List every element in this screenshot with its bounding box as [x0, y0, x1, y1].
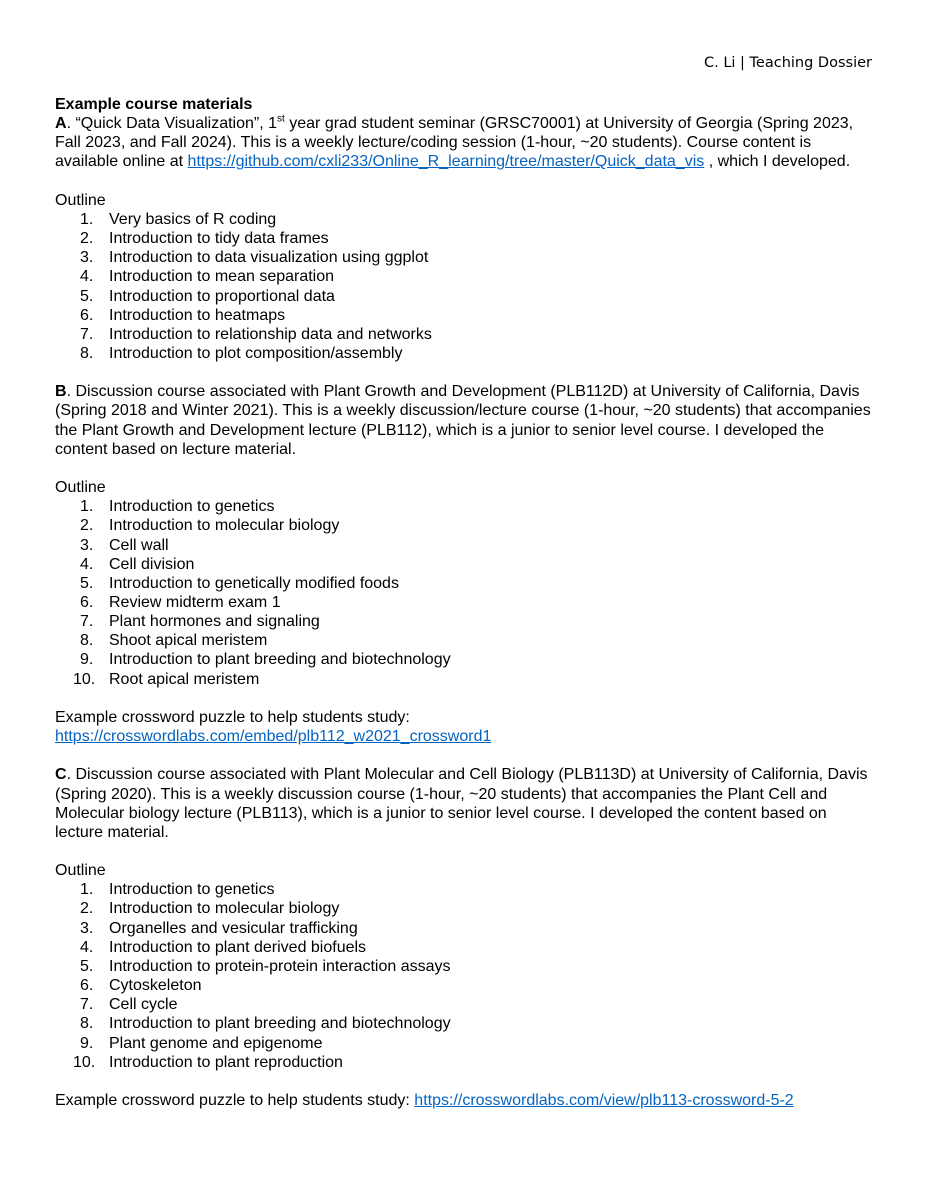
item-number: 10. — [73, 1053, 96, 1071]
page-header: C. Li | Teaching Dossier — [703, 55, 872, 71]
item-text: Very basics of R coding — [109, 210, 277, 228]
item-number: 6. — [80, 594, 94, 612]
outline-item — [55, 536, 877, 555]
crossword-c — [55, 1091, 877, 1110]
outline-item — [55, 650, 877, 669]
item-text: Introduction to relationship data and networks — [109, 325, 432, 343]
outline-item — [55, 976, 877, 995]
item-number: 5. — [80, 287, 94, 305]
outline-item — [55, 880, 877, 899]
crossword-link[interactable]: https://crosswordlabs.com/embed/plb112_w2021_crossword1 — [55, 728, 492, 746]
crossword-link[interactable]: https://crosswordlabs.com/view/plb113-crossword-5-2 — [414, 1092, 794, 1110]
item-number: 7. — [80, 613, 94, 631]
item-number: 4. — [80, 268, 94, 286]
crossword-b — [55, 708, 877, 746]
outline-item — [55, 631, 877, 650]
item-number: 5. — [80, 574, 94, 592]
item-number: 7. — [80, 325, 94, 343]
item-number: 6. — [80, 306, 94, 324]
item-number: 3. — [80, 919, 94, 937]
outline-item — [55, 995, 877, 1014]
item-text: Introduction to tidy data frames — [109, 230, 329, 248]
item-text: Introduction to molecular biology — [109, 517, 340, 535]
item-number: 4. — [80, 938, 94, 956]
outline-item — [55, 938, 877, 957]
outline-item — [55, 344, 877, 363]
item-number: 10. — [73, 670, 96, 688]
section-title: Example course materials — [55, 96, 253, 113]
text: Example crossword puzzle to help students study: — [55, 1092, 415, 1110]
item-number: 1. — [80, 210, 94, 228]
item-number: 1. — [80, 881, 94, 899]
item-text: Introduction to genetically modified foods — [109, 574, 399, 592]
item-text: Introduction to genetics — [109, 881, 275, 899]
item-text: Introduction to heatmaps — [109, 306, 286, 324]
item-text: Cell division — [109, 555, 195, 573]
item-text: Plant genome and epigenome — [109, 1034, 323, 1052]
outline-item — [55, 919, 877, 938]
item-text: Plant hormones and signaling — [109, 613, 320, 631]
outline-item — [55, 287, 877, 306]
outline-item — [55, 899, 877, 918]
outline-item — [55, 670, 877, 689]
outline-item — [55, 267, 877, 286]
item-number: 9. — [80, 651, 94, 669]
outline-item — [55, 957, 877, 976]
item-text: Introduction to molecular biology — [109, 900, 340, 918]
course-b-description — [55, 382, 877, 459]
outline-list-a — [55, 210, 877, 363]
item-text: Introduction to plant reproduction — [109, 1053, 343, 1071]
outline-label: Outline — [55, 479, 106, 497]
item-number: 7. — [80, 996, 94, 1014]
text: . Discussion course associated with Plant Molecular and Cell Biology (PLB113D) at University of California, Davis (Spring 2020). This is a weekly discussion course (1-hour, ~20 students) that accompanies the Plant Cell and Molecular biology lecture (PLB113), which is a junior to senior level course. I developed the content based on lecture material. — [55, 766, 868, 841]
course-letter: C — [55, 766, 67, 784]
outline-item — [55, 1034, 877, 1053]
item-text: Cell cycle — [109, 996, 178, 1014]
outline-item — [55, 325, 877, 344]
outline-item — [55, 516, 877, 535]
item-text: Shoot apical meristem — [109, 632, 268, 650]
outline-item — [55, 1053, 877, 1072]
outline-list-b — [55, 497, 877, 689]
item-text: Introduction to protein-protein interaction assays — [109, 957, 451, 975]
item-number: 8. — [80, 345, 94, 363]
item-number: 2. — [80, 230, 94, 248]
item-text: Introduction to plot composition/assembly — [109, 345, 403, 363]
outline-item — [55, 229, 877, 248]
item-number: 2. — [80, 900, 94, 918]
item-text: Introduction to plant derived biofuels — [109, 938, 367, 956]
item-text: Organelles and vesicular trafficking — [109, 919, 358, 937]
course-letter: B — [55, 383, 67, 401]
github-link[interactable]: https://github.com/cxli233/Online_R_learning/tree/master/Quick_data_vis — [187, 153, 705, 171]
outline-item — [55, 555, 877, 574]
text: Example crossword puzzle to help students study: — [55, 708, 410, 726]
item-text: Review midterm exam 1 — [109, 594, 281, 612]
item-number: 6. — [80, 977, 94, 995]
item-text: Root apical meristem — [109, 670, 260, 688]
course-c-description — [55, 765, 877, 842]
item-number: 1. — [80, 498, 94, 516]
item-text: Introduction to plant breeding and biotechnology — [109, 1015, 451, 1033]
item-text: Introduction to genetics — [109, 498, 275, 516]
outline-item — [55, 1014, 877, 1033]
course-letter: A — [55, 115, 67, 133]
document-body — [55, 95, 877, 1129]
item-text: Introduction to data visualization using ggplot — [109, 249, 429, 267]
outline-item — [55, 497, 877, 516]
item-number: 2. — [80, 517, 94, 535]
superscript: st — [277, 113, 285, 125]
outline-item — [55, 248, 877, 267]
item-text: Introduction to mean separation — [109, 268, 335, 286]
outline-item — [55, 574, 877, 593]
outline-list-c — [55, 880, 877, 1072]
outline-item — [55, 210, 877, 229]
text: year grad student seminar (GRSC70001) at University of Georgia (Spring 2023, Fall 2023, and Fall 2024). This is a weekly lecture/coding session (1-hour, ~20 students). Course content is available online at — [55, 115, 854, 171]
item-text: Cell wall — [109, 536, 169, 554]
item-text: Introduction to proportional data — [109, 287, 335, 305]
item-number: 4. — [80, 555, 94, 573]
item-text: Cytoskeleton — [109, 977, 202, 995]
text: , which I developed. — [704, 153, 851, 171]
outline-label: Outline — [55, 862, 106, 880]
item-number: 9. — [80, 1034, 94, 1052]
text: . Discussion course associated with Plant Growth and Development (PLB112D) at University of California, Davis (Spring 2018 and Winter 2021). This is a weekly discussion/lecture course (1-hour, ~20 students) that accompanies the Plant Growth and Development lecture (PLB112), which is a junior to senior level course. I developed the content based on lecture material. — [55, 383, 871, 458]
item-number: 8. — [80, 632, 94, 650]
item-number: 8. — [80, 1015, 94, 1033]
item-text: Introduction to plant breeding and biotechnology — [109, 651, 451, 669]
item-number: 3. — [80, 536, 94, 554]
outline-item — [55, 593, 877, 612]
course-a-description — [55, 114, 877, 171]
text: . “Quick Data Visualization”, 1 — [66, 115, 278, 133]
item-number: 5. — [80, 957, 94, 975]
item-number: 3. — [80, 249, 94, 267]
outline-item — [55, 306, 877, 325]
outline-label: Outline — [55, 191, 106, 209]
outline-item — [55, 612, 877, 631]
